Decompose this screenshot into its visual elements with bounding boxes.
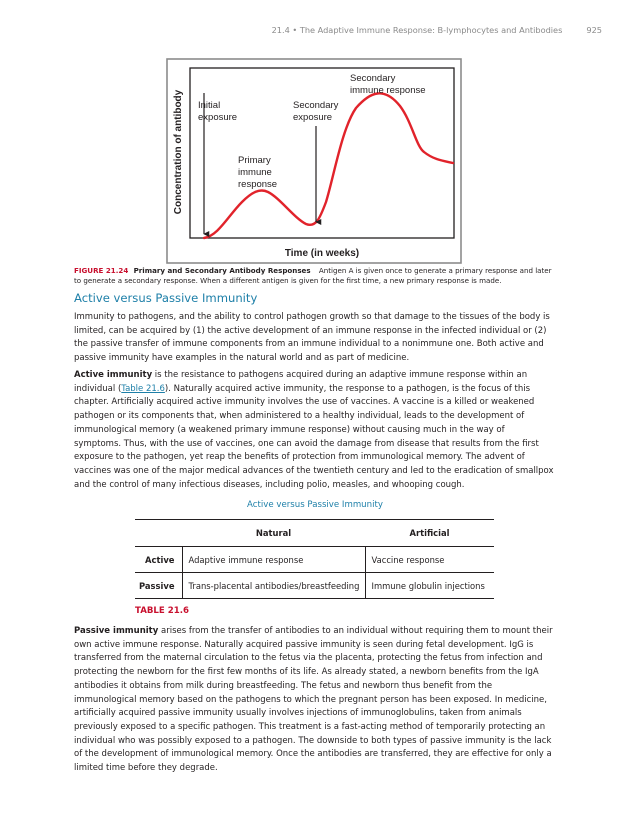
header-artificial: Artificial xyxy=(365,520,494,547)
cell-passive-artificial: Immune globulin injections xyxy=(365,573,494,599)
header-natural: Natural xyxy=(182,520,365,547)
primary-response-label-line1: Primary xyxy=(238,155,271,166)
term-active-immunity: Active immunity xyxy=(74,370,153,380)
primary-response-label-line3: response xyxy=(238,179,278,190)
table-label: TABLE 21.6 xyxy=(135,606,189,616)
running-head xyxy=(272,25,602,35)
table-row xyxy=(135,573,494,599)
paragraph-active-immunity xyxy=(74,369,554,492)
cell-passive-natural: Trans-placental antibodies/breastfeeding xyxy=(182,573,365,599)
page-number: 925 xyxy=(586,25,602,35)
secondary-exposure-label-line2: exposure xyxy=(293,112,333,123)
paragraph-passive-text: arises from the transfer of antibodies to an individual without requiring them to mount their own active immune response. Naturally acquired passive immunity is seen during fetal development. IgG is transferred from the maternal circulation to the fetus via the placenta, protecting the fetus from infection and protecting the newborn for the first few months of its life. As already stated, a newborn benefits from the IgA antibodies it obtains from milk during breastfeeding. The fetus and newborn thus benefit from the immunological memory based on the pathogens to which the pregnant person has been exposed. In medicine, artificially acquired passive immunity usually involves injections of immunoglobulins, taken from animals previously exposed to a specific pathogen. This treatment is a fast-acting method of temporarily protecting an individual who was possibly exposed to a pathogen. The downside to both types of passive immunity is the lack of the development of immunological memory. Once the antibodies are transferred, they are effective for only a limited time before they degrade. xyxy=(74,626,553,774)
table-header-row xyxy=(135,520,494,547)
cell-active-natural: Adaptive immune response xyxy=(182,547,365,573)
term-passive-immunity: Passive immunity xyxy=(74,626,159,636)
initial-exposure-label-line2: exposure xyxy=(198,112,238,123)
paragraph-active-part1: is the resistance to pathogens acquired during an adaptive immune response within an individual ( xyxy=(74,370,528,394)
immunity-table xyxy=(135,519,494,599)
antibody-response-figure xyxy=(166,58,462,264)
figure-caption xyxy=(74,266,552,286)
antibody-response-graph xyxy=(166,58,462,264)
y-axis-label: Concentration of antibody xyxy=(173,89,184,215)
row-header-active: Active xyxy=(135,547,182,573)
header-empty xyxy=(135,520,182,547)
figure-caption-text: Antigen A is given once to generate a primary response and later to generate a secondary response. When a different antigen is given for the first time, a new primary response is made. xyxy=(74,266,552,286)
x-axis-label: Time (in weeks) xyxy=(284,248,360,259)
table-title: Active versus Passive Immunity xyxy=(247,500,383,510)
secondary-response-label-line2: immune response xyxy=(350,85,426,96)
paragraph-intro: Immunity to pathogens, and the ability to control pathogen growth so that damage to the tissues of the body is limited, can be acquired by (1) the active development of an immune response in the infected individual or (2) the passive transfer of immune components from an immune individual to a nonimmune one. Both active and passive immunity have examples in the natural world and as part of medicine. xyxy=(74,312,550,364)
table-reference-link[interactable]: Table 21.6 xyxy=(121,383,165,394)
section-heading: Active versus Passive Immunity xyxy=(74,291,258,305)
primary-response-label-line2: immune xyxy=(238,167,272,178)
initial-exposure-label-line1: Initial xyxy=(198,100,221,111)
figure-caption-title: Primary and Secondary Antibody Responses xyxy=(133,266,311,275)
paragraph-passive-immunity xyxy=(74,625,554,776)
figure-caption-label: FIGURE 21.24 xyxy=(74,266,129,275)
paragraph-active-part2: ). Naturally acquired active immunity, the response to a pathogen, is the focus of this chapter. Artificially acquired active immunity involves the use of vaccines. A vaccine is a killed or weakened pathogen or its components that, when administered to a healthy individual, leads to the development of immunological memory (a weakened primary immune response) without causing much in the way of symptoms. Thus, with the use of vaccines, one can avoid the damage from disease that results from the first exposure to the pathogen, yet reap the benefits of protection from immunological memory. The advent of vaccines was one of the major medical advances of the twentieth century and led to the eradication of smallpox and the control of many infectious diseases, including polio, measles, and whooping cough. xyxy=(74,383,554,490)
secondary-exposure-label-line1: Secondary xyxy=(293,100,339,111)
cell-active-artificial: Vaccine response xyxy=(365,547,494,573)
row-header-passive: Passive xyxy=(135,573,182,599)
running-title: 21.4 • The Adaptive Immune Response: B-lymphocytes and Antibodies xyxy=(271,25,563,35)
table-row xyxy=(135,547,494,573)
secondary-response-label-line1: Secondary xyxy=(350,73,396,84)
